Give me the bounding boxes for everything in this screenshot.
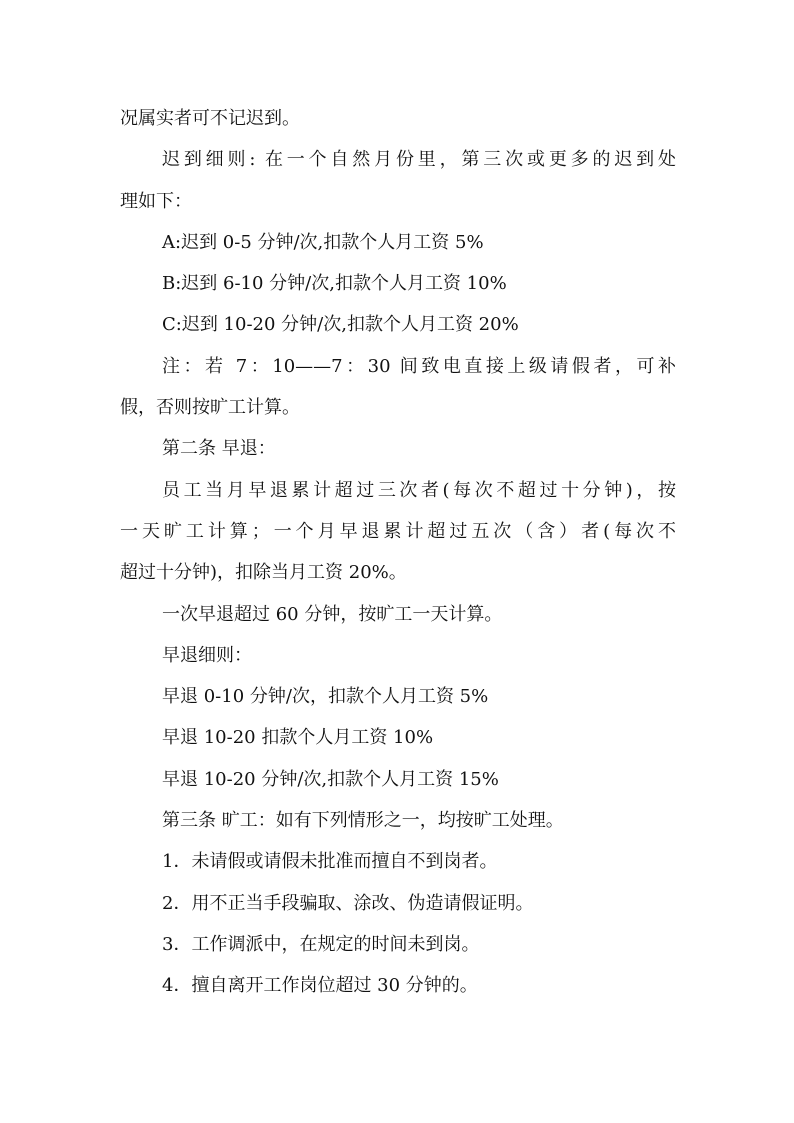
paragraph-line: C:迟到 10-20 分钟/次,扣款个人月工资 20% [162,314,519,336]
paragraph-line: 员工当月早退累计超过三次者(每次不超过十分钟)，按 [162,479,676,501]
list-item: 2．用不正当手段骗取、涂改、伪造请假证明。 [162,892,534,914]
list-item: 4．擅自离开工作岗位超过 30 分钟的。 [162,975,478,997]
list-item: 1．未请假或请假未批准而擅自不到岗者。 [162,851,498,873]
paragraph-line: 超过十分钟)，扣除当月工资 20%。 [120,562,407,584]
paragraph-line: 早退细则： [162,644,252,666]
section-heading: 第三条 旷工：如有下列情形之一，均按旷工处理。 [162,810,564,832]
document-body [120,98,676,1007]
paragraph-line: 早退 10-20 分钟/次,扣款个人月工资 15% [162,768,499,790]
paragraph-line: A:迟到 0-5 分钟/次,扣款个人月工资 5% [162,231,484,253]
list-item: 3．工作调派中，在规定的时间未到岗。 [162,933,480,955]
paragraph-line: 理如下： [120,190,192,212]
paragraph-line: 一天旷工计算；一个月早退累计超过五次（含）者(每次不 [120,520,676,542]
section-heading: 第二条 早退： [162,438,276,460]
paragraph-line: 早退 0-10 分钟/次，扣款个人月工资 5% [162,686,489,708]
paragraph-line: 一次早退超过 60 分钟，按旷工一天计算。 [162,603,503,625]
paragraph-line: 况属实者可不记迟到。 [120,108,300,129]
paragraph-line: 假，否则按旷工计算。 [120,397,300,419]
paragraph-line: 早退 10-20 扣款个人月工资 10% [162,727,434,749]
paragraph-line: B:迟到 6-10 分钟/次,扣款个人月工资 10% [162,273,507,295]
paragraph-line: 迟到细则: 在一个自然月份里，第三次或更多的迟到处 [162,149,676,171]
paragraph-line: 注：若 7：10——7：30 间致电直接上级请假者，可补 [162,355,676,377]
